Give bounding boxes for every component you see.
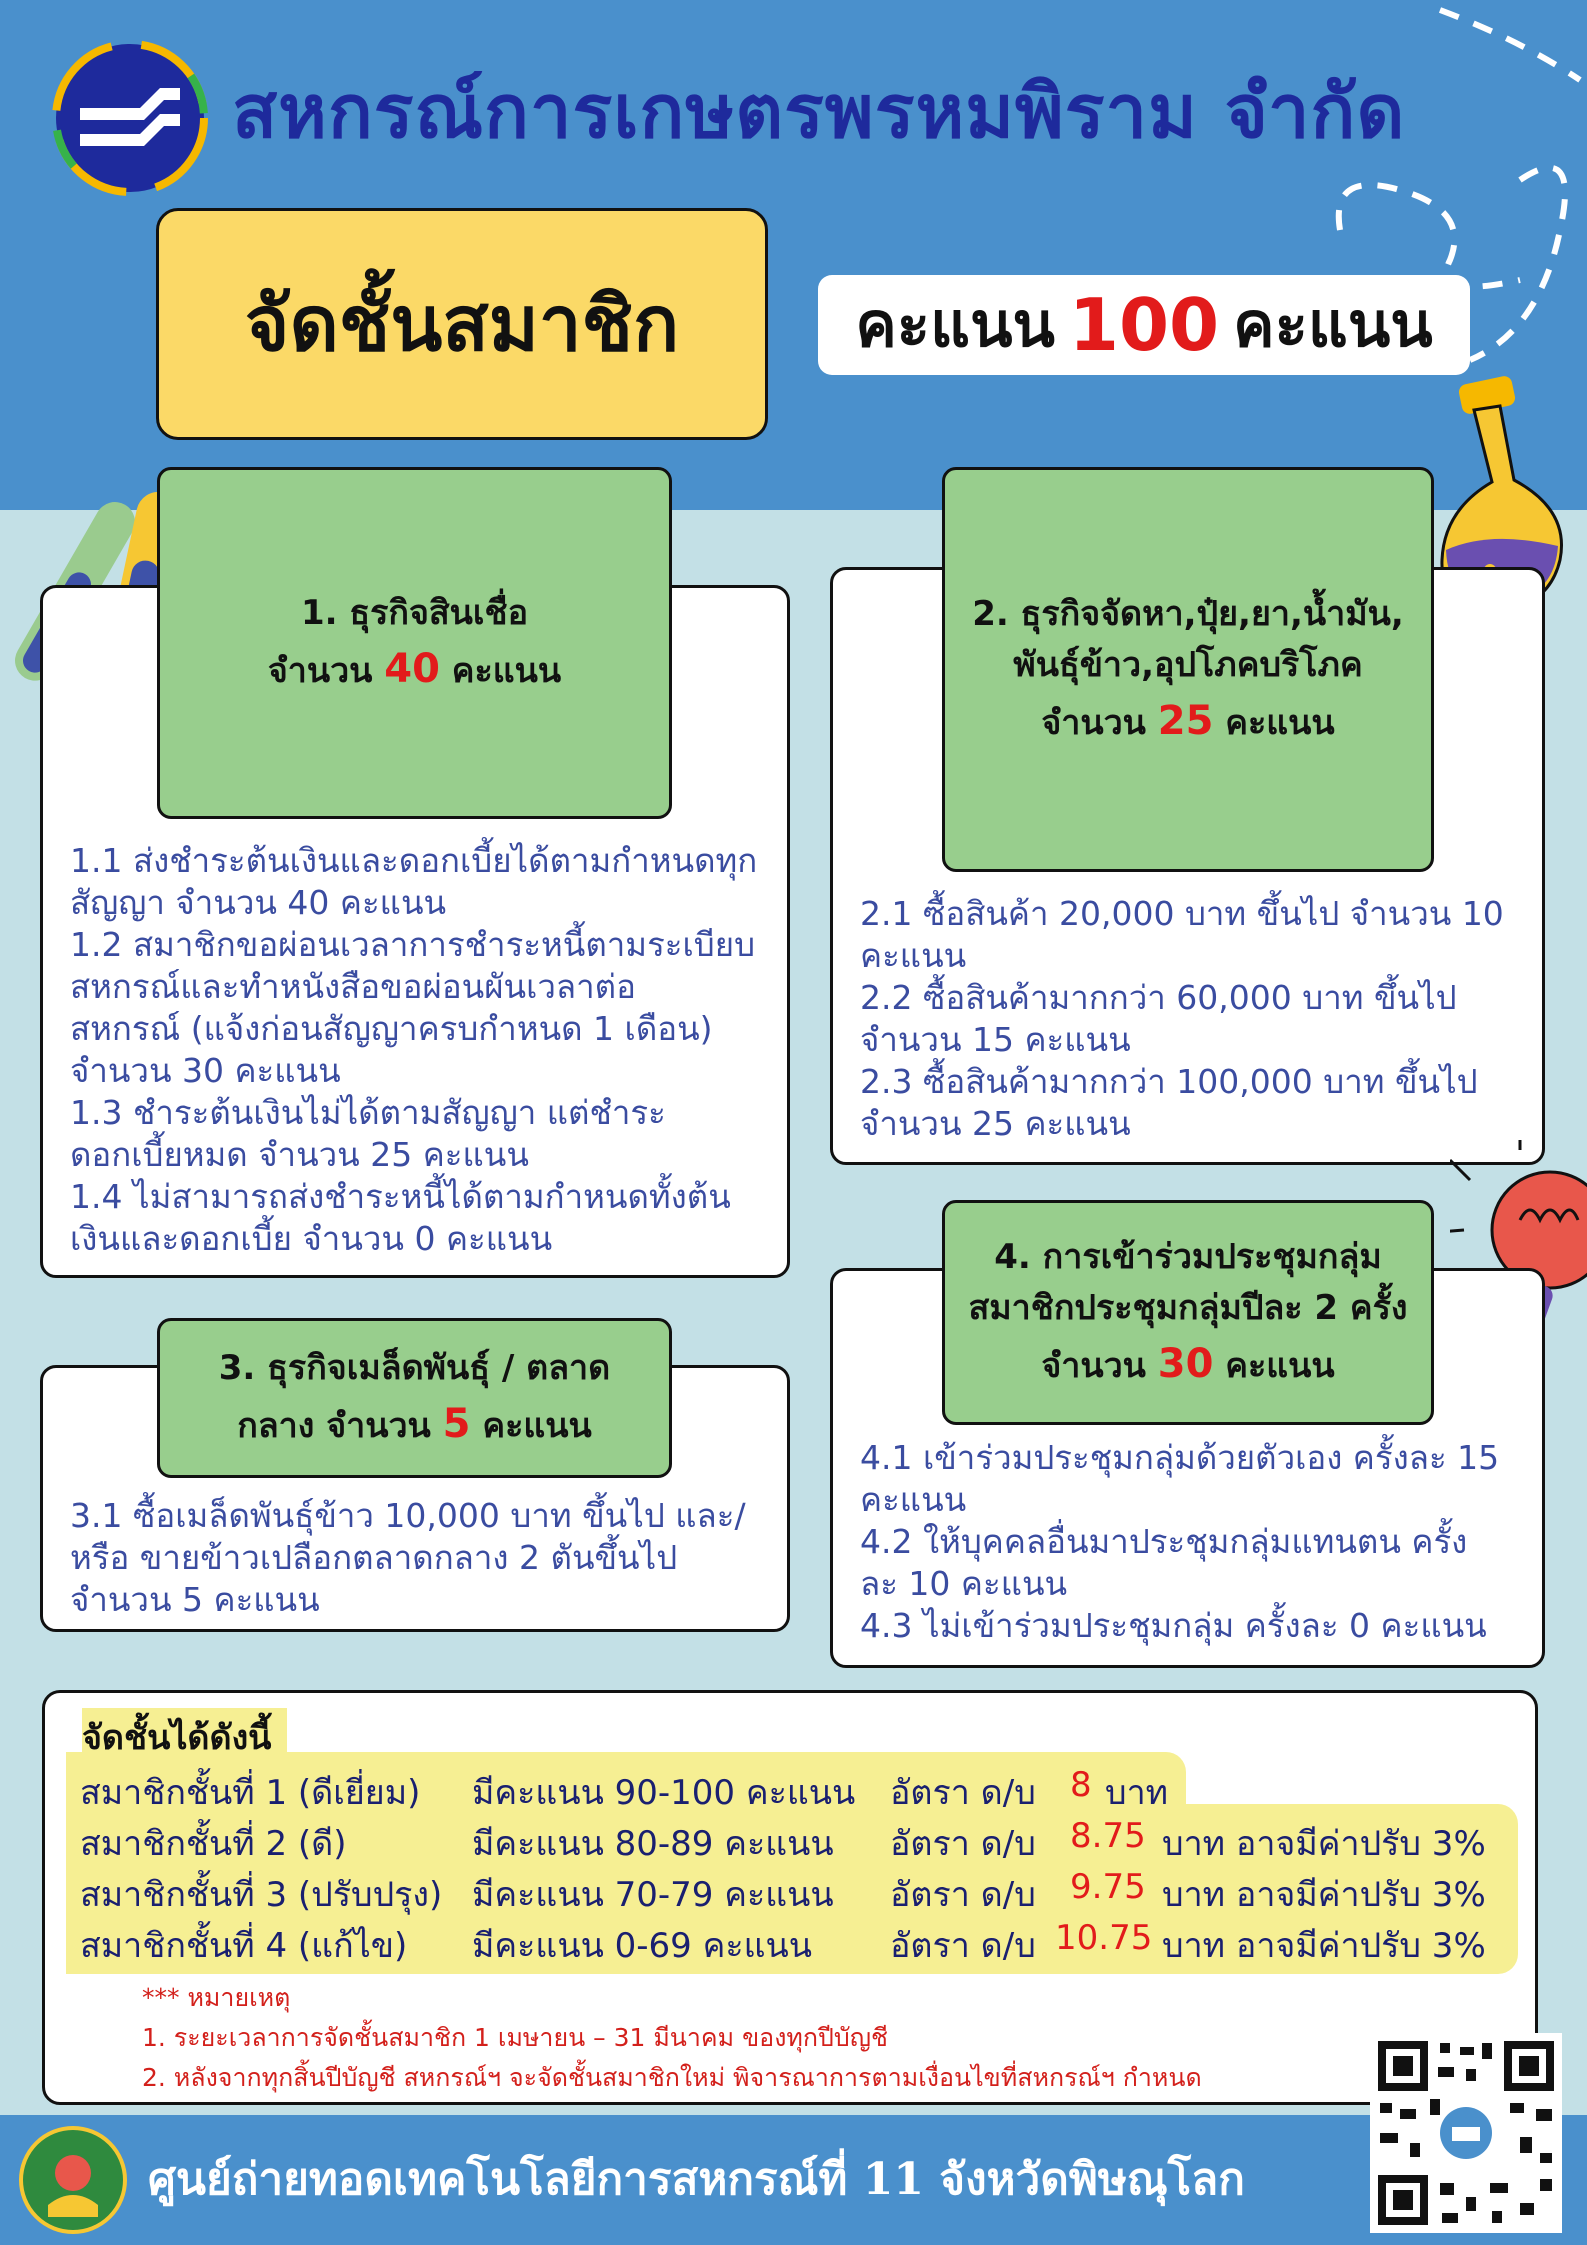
list-item: จำนวน 5 คะแนน — [70, 1580, 320, 1619]
section-2-title-line2: พันธุ์ข้าว,อุปโภคบริโภค — [1013, 644, 1363, 685]
grade-rate: 8.75 — [1070, 1816, 1146, 1856]
section-4-title-line1: 4. การเข้าร่วมประชุมกลุ่ม — [994, 1236, 1382, 1277]
section-4-points: 30 — [1157, 1340, 1214, 1387]
section-4-title-line2: สมาชิกประชุมกลุ่มปีละ 2 ครั้ง — [968, 1287, 1408, 1328]
note-item: 1. ระยะเวลาการจัดชั้นสมาชิก 1 เมษายน – 31 มีนาคม ของทุกปีบัญชี — [142, 2023, 889, 2052]
section-1-points: 40 — [384, 645, 440, 692]
list-item: หรือ ขายข้าวเปลือกตลาดกลาง 2 ตันขึ้นไป — [70, 1538, 678, 1577]
list-item: จำนวน 25 คะแนน — [860, 1104, 1131, 1143]
section-2-header — [942, 467, 1434, 872]
list-item: 3.1 ซื้อเมล็ดพันธุ์ข้าว 10,000 บาท ขึ้นไป และ/ — [70, 1496, 746, 1535]
total-score-pill — [818, 275, 1470, 375]
section-3-items — [70, 1495, 746, 1621]
list-item: เงินและดอกเบี้ย จำนวน 0 คะแนน — [70, 1219, 553, 1258]
section-3-title-line1: 3. ธุรกิจเมล็ดพันธุ์ / ตลาด — [218, 1347, 611, 1388]
grading-title: จัดชั้นได้ดังนี้ — [82, 1708, 287, 1768]
heading-member-classification: จัดชั้นสมาชิก — [156, 208, 768, 440]
list-item: สหกรณ์และทำหนังสือขอผ่อนผันเวลาต่อ — [70, 967, 636, 1006]
list-item: ดอกเบี้ยหมด จำนวน 25 คะแนน — [70, 1135, 529, 1174]
score-suffix: คะแนน — [1233, 288, 1433, 361]
list-item: 1.1 ส่งชำระต้นเงินและดอกเบี้ยได้ตามกำหนดทุก — [70, 841, 758, 880]
section-3-header — [157, 1318, 672, 1478]
grade-rate: 10.75 — [1055, 1918, 1153, 1958]
section-3-points: 5 — [442, 1400, 471, 1447]
section-4-header — [942, 1200, 1434, 1425]
list-item: คะแนน — [860, 1480, 967, 1519]
footer-text: ศูนย์ถ่ายทอดเทคโนโลยีการสหกรณ์ที่ 11 จังหวัดพิษณุโลก — [148, 2154, 1245, 2205]
qr-code-image[interactable] — [1370, 2033, 1562, 2233]
section-2-title-line1: 2. ธุรกิจจัดหา,ปุ๋ย,ยา,น้ำมัน, — [972, 593, 1404, 634]
section-1-header — [157, 467, 672, 819]
cooperative-logo — [50, 38, 210, 198]
section-4-count: จำนวน 30 คะแนน — [1041, 1340, 1335, 1387]
section-1-items — [70, 840, 757, 1260]
list-item: 4.2 ให้บุคคลอื่นมาประชุมกลุ่มแทนตน ครั้ง — [860, 1522, 1468, 1561]
list-item: สหกรณ์ (แจ้งก่อนสัญญาครบกำหนด 1 เดือน) — [70, 1009, 713, 1048]
list-item: จำนวน 15 คะแนน — [860, 1020, 1131, 1059]
list-item: คะแนน — [860, 936, 967, 975]
grade-rate: 8 — [1070, 1765, 1092, 1805]
list-item: 2.1 ซื้อสินค้า 20,000 บาท ขึ้นไป จำนวน 10 — [860, 894, 1504, 933]
page-title: สหกรณ์การเกษตรพรหมพิราม จำกัด — [232, 69, 1406, 155]
score-value: 100 — [1068, 283, 1220, 367]
list-item: 2.2 ซื้อสินค้ามากกว่า 60,000 บาท ขึ้นไป — [860, 978, 1457, 1017]
list-item: ละ 10 คะแนน — [860, 1564, 1068, 1603]
note-heading: *** หมายเหตุ — [142, 1983, 291, 2012]
list-item: 2.3 ซื้อสินค้ามากกว่า 100,000 บาท ขึ้นไป — [860, 1062, 1478, 1101]
grade-rate: 9.75 — [1070, 1867, 1146, 1907]
list-item: 4.3 ไม่เข้าร่วมประชุมกลุ่ม ครั้งละ 0 คะแนน — [860, 1606, 1487, 1645]
list-item: จำนวน 30 คะแนน — [70, 1051, 341, 1090]
agency-seal-logo — [18, 2125, 128, 2235]
section-4-items — [860, 1437, 1499, 1647]
section-2-count: จำนวน 25 คะแนน — [1041, 697, 1335, 744]
section-2-items — [860, 893, 1504, 1145]
list-item: 1.4 ไม่สามารถส่งชำระหนี้ได้ตามกำหนดทั้งต้น — [70, 1177, 731, 1216]
list-item: 1.2 สมาชิกขอผ่อนเวลาการชำระหนี้ตามระเบียบ — [70, 925, 756, 964]
section-1-count: จำนวน 40 คะแนน — [267, 645, 562, 692]
list-item: สัญญา จำนวน 40 คะแนน — [70, 883, 447, 922]
note-item: 2. หลังจากทุกสิ้นปีบัญชี สหกรณ์ฯ จะจัดชั้นสมาชิกใหม่ พิจารณาการตามเงื่อนไขที่สหกรณ์ฯ กำหนด — [142, 2063, 1202, 2092]
list-item: 4.1 เข้าร่วมประชุมกลุ่มด้วยตัวเอง ครั้งละ 15 — [860, 1438, 1500, 1477]
section-2-points: 25 — [1157, 697, 1214, 744]
section-1-title: 1. ธุรกิจสินเชื่อ — [300, 592, 529, 633]
score-prefix: คะแนน — [855, 288, 1055, 361]
section-3-count: กลาง จำนวน 5 คะแนน — [237, 1400, 592, 1447]
list-item: 1.3 ชำระต้นเงินไม่ได้ตามสัญญา แต่ชำระ — [70, 1093, 666, 1132]
